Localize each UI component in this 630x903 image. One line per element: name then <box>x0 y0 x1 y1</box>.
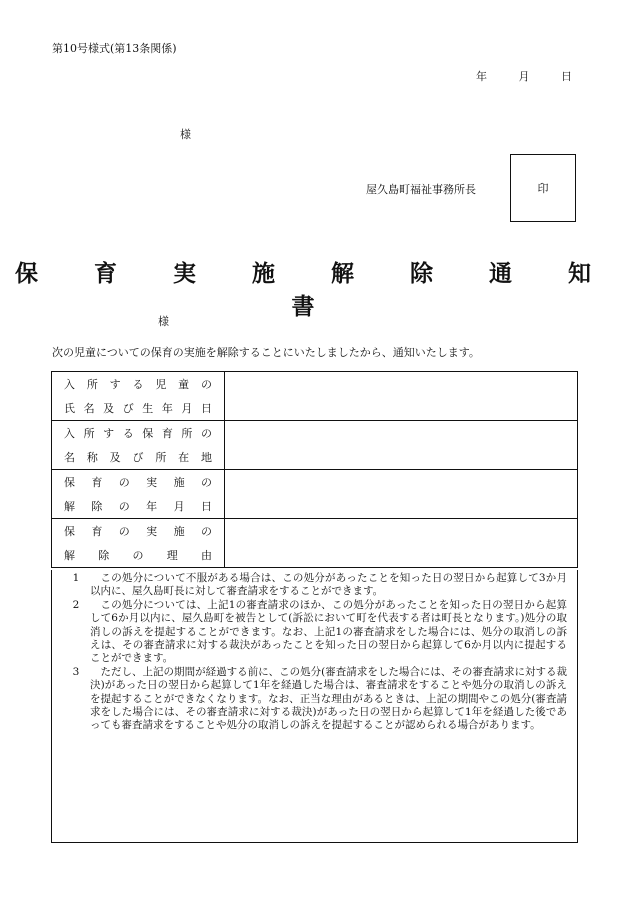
seal-label: 印 <box>537 182 549 195</box>
label-line: 入 所 す る 児 童 の <box>64 378 212 391</box>
date-day: 日 <box>561 70 572 83</box>
row-value[interactable] <box>225 421 578 470</box>
label-line: 保 育 の 実 施 の <box>64 525 212 538</box>
row-label <box>52 421 225 470</box>
row-value[interactable] <box>225 372 578 421</box>
label-line: 解 除 の 理 由 <box>64 549 212 562</box>
addressee-top: 様 <box>180 128 191 141</box>
note-item <box>62 599 567 666</box>
date-line <box>448 68 572 84</box>
intro-text: 次の児童についての保育の実施を解除することにいたしましたから、通知いたします。 <box>52 346 480 359</box>
note-item <box>62 666 567 733</box>
table-row <box>52 421 578 470</box>
table-row <box>52 519 578 568</box>
table-row <box>52 470 578 519</box>
date-month: 月 <box>518 70 530 83</box>
row-value[interactable] <box>225 519 578 568</box>
note-number: 1 <box>72 572 80 584</box>
note-number: 3 <box>72 665 80 678</box>
label-line: 氏 名 及 び 生 年 月 日 <box>64 402 212 415</box>
label-line: 解 除 の 年 月 日 <box>64 500 212 513</box>
form-number: 第10号様式(第13条関係) <box>52 42 177 55</box>
notes-box <box>51 570 578 843</box>
table-row <box>52 372 578 421</box>
row-label <box>52 519 225 568</box>
document-title: 保 育 実 施 解 除 通 知 書 <box>14 260 616 320</box>
seal-box <box>510 154 576 222</box>
note-text: この処分については、上記1の審査請求のほか、この処分があったことを知った日の翌日から起算して6か月以内に、屋久島町を被告として(訴訟において町を代表する者は町長となります。)処分の取消しの訴えを提起することができます。なお、上記1の審査請求をした場合には、処分の取消しの訴えは、その審査請求に対する裁決があったことを知った日の翌日から起算して6か月以内に提起することができます。 <box>90 598 568 665</box>
note-text: ただし、上記の期間が経過する前に、この処分(審査請求をした場合には、その審査請求に対する裁決)があった日の翌日から起算して1年を経過した場合は、審査請求をすることや処分の取消しの訴えを提起することができなくなります。なお、正当な理由があるときは、上記の期間やこの処分(審査請求をした場合には、その審査請求に対する裁決)があった日の翌日から起算して1年を経過した後であっても審査請求をすることや処分の取消しの訴えを提起することが認められる場合があります。 <box>90 665 567 732</box>
row-value[interactable] <box>225 470 578 519</box>
label-line: 入 所 す る 保 育 所 の <box>64 427 212 440</box>
date-year: 年 <box>476 70 487 83</box>
issuer-name: 屋久島町福祉事務所長 <box>366 183 476 196</box>
note-item <box>62 572 567 599</box>
row-label <box>52 372 225 421</box>
note-text: この処分について不服がある場合は、この処分があったことを知った日の翌日から起算して3か月以内に、屋久島町長に対して審査請求をすることができます。 <box>90 572 567 598</box>
addressee: 様 <box>158 315 169 328</box>
row-label <box>52 470 225 519</box>
label-line: 保 育 の 実 施 の <box>64 476 212 489</box>
note-number: 2 <box>72 598 80 611</box>
label-line: 名 称 及 び 所 在 地 <box>64 451 212 464</box>
form-table <box>51 371 578 568</box>
